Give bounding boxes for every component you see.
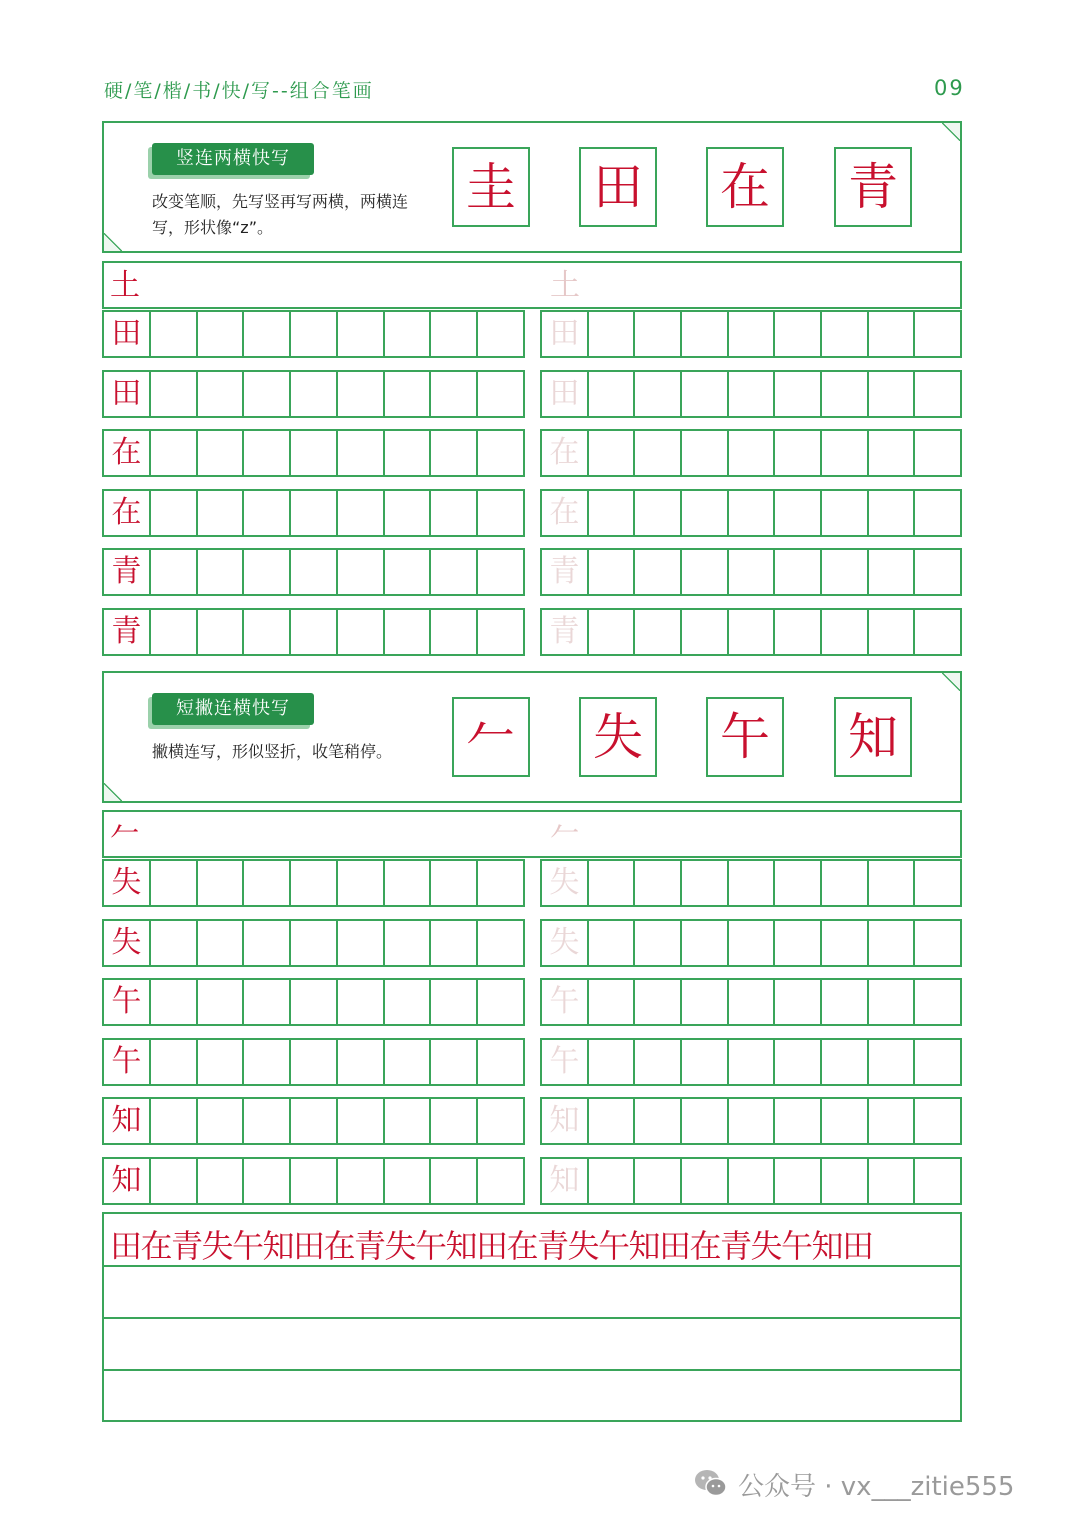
writing-cell [244, 921, 291, 965]
practice-grid-row [540, 1097, 962, 1145]
writing-cell [431, 1159, 478, 1203]
trace-char: 午 [542, 1040, 589, 1084]
writing-cell [915, 1159, 960, 1203]
writing-cell [338, 861, 385, 905]
writing-cell [682, 312, 729, 356]
writing-cell [682, 491, 729, 535]
writing-cell [822, 610, 869, 654]
writing-cell [589, 1159, 636, 1203]
section-1-badge: 竖连两横快写 [152, 143, 314, 175]
model-char: 在 [104, 491, 151, 535]
writing-cell [682, 861, 729, 905]
writing-cell [478, 491, 523, 535]
writing-cell [338, 921, 385, 965]
writing-cell [589, 861, 636, 905]
writing-cell [589, 610, 636, 654]
writing-cell [198, 1099, 245, 1143]
writing-cell [775, 491, 822, 535]
writing-line [104, 1369, 960, 1371]
writing-cell [291, 610, 338, 654]
writing-cell [151, 980, 198, 1024]
practice-grid-row [540, 859, 962, 907]
practice-grid-row [540, 370, 962, 418]
writing-cell [822, 921, 869, 965]
model-char: 失 [104, 861, 151, 905]
writing-cell [822, 431, 869, 475]
practice-grid-row [540, 489, 962, 537]
writing-cell [589, 1040, 636, 1084]
trace-char: 青 [542, 550, 589, 594]
practice-grid-row [540, 429, 962, 477]
writing-cell [291, 861, 338, 905]
writing-cell [822, 980, 869, 1024]
sample-char: 午 [706, 697, 784, 777]
writing-cell [822, 1099, 869, 1143]
writing-cell [244, 431, 291, 475]
model-char: 午 [104, 1040, 151, 1084]
writing-cell [635, 921, 682, 965]
writing-cell [729, 550, 776, 594]
practice-grid-row [540, 310, 962, 358]
practice-grid-row [102, 1097, 525, 1145]
writing-cell [729, 921, 776, 965]
writing-cell [244, 861, 291, 905]
writing-cell [869, 1159, 916, 1203]
writing-cell [291, 1040, 338, 1084]
writing-cell [198, 980, 245, 1024]
writing-cell [589, 980, 636, 1024]
writing-cell [291, 491, 338, 535]
writing-cell [775, 861, 822, 905]
writing-cell [198, 491, 245, 535]
writing-cell [431, 1099, 478, 1143]
writing-cell [244, 610, 291, 654]
practice-grid-row [102, 608, 525, 656]
stroke-trace: 𠂉 [550, 817, 580, 852]
writing-cell [151, 861, 198, 905]
writing-cell [682, 550, 729, 594]
practice-grid-row [102, 310, 525, 358]
trace-char: 午 [542, 980, 589, 1024]
writing-cell [729, 431, 776, 475]
section-1-description: 改变笔顺，先写竖再写两横，两横连写，形状像“z”。 [152, 192, 409, 237]
writing-cell [729, 861, 776, 905]
writing-cell [338, 1040, 385, 1084]
writing-cell [338, 1099, 385, 1143]
writing-cell [869, 861, 916, 905]
writing-cell [775, 1159, 822, 1203]
practice-grid-row [540, 919, 962, 967]
writing-cell [589, 550, 636, 594]
writing-cell [291, 372, 338, 416]
writing-cell [338, 1159, 385, 1203]
writing-cell [385, 372, 432, 416]
practice-grid-row [540, 608, 962, 656]
writing-cell [478, 312, 523, 356]
writing-cell [338, 431, 385, 475]
writing-cell [589, 921, 636, 965]
writing-cell [244, 1099, 291, 1143]
writing-cell [729, 980, 776, 1024]
writing-cell [151, 372, 198, 416]
practice-grid-row [102, 1157, 525, 1205]
writing-cell [729, 1099, 776, 1143]
trace-char: 失 [542, 861, 589, 905]
writing-cell [869, 1099, 916, 1143]
header-title: 硬/笔/楷/书/快/写--组合笔画 [104, 80, 374, 102]
writing-cell [775, 1040, 822, 1084]
writing-cell [338, 980, 385, 1024]
writing-cell [775, 372, 822, 416]
writing-cell [822, 861, 869, 905]
wechat-icon [694, 1468, 728, 1498]
writing-cell [869, 1040, 916, 1084]
practice-grid-row [102, 1038, 525, 1086]
practice-sentence-box [102, 1212, 962, 1422]
writing-cell [291, 980, 338, 1024]
writing-cell [915, 921, 960, 965]
writing-cell [478, 861, 523, 905]
writing-cell [431, 980, 478, 1024]
writing-cell [729, 372, 776, 416]
writing-cell [682, 372, 729, 416]
writing-cell [635, 431, 682, 475]
writing-cell [385, 1099, 432, 1143]
section-1-card [102, 121, 962, 253]
writing-cell [915, 372, 960, 416]
writing-cell [291, 1099, 338, 1143]
writing-cell [291, 921, 338, 965]
trace-char: 知 [542, 1099, 589, 1143]
sample-char: 田 [579, 147, 657, 227]
writing-cell [682, 921, 729, 965]
writing-cell [198, 1159, 245, 1203]
writing-cell [729, 312, 776, 356]
writing-cell [635, 550, 682, 594]
writing-cell [869, 550, 916, 594]
writing-cell [915, 1099, 960, 1143]
writing-cell [589, 1099, 636, 1143]
writing-cell [682, 1040, 729, 1084]
writing-cell [244, 980, 291, 1024]
model-char: 青 [104, 550, 151, 594]
writing-cell [915, 980, 960, 1024]
writing-cell [915, 491, 960, 535]
model-char: 知 [104, 1099, 151, 1143]
section-2-stroke-row [102, 810, 962, 858]
sample-char: 知 [834, 697, 912, 777]
writing-cell [775, 610, 822, 654]
writing-cell [915, 312, 960, 356]
writing-cell [869, 610, 916, 654]
writing-cell [291, 550, 338, 594]
corner-fold-decoration [104, 783, 122, 801]
writing-cell [478, 610, 523, 654]
writing-cell [635, 1099, 682, 1143]
writing-cell [431, 861, 478, 905]
model-char: 在 [104, 431, 151, 475]
writing-cell [431, 372, 478, 416]
writing-cell [478, 921, 523, 965]
writing-cell [915, 550, 960, 594]
writing-cell [244, 550, 291, 594]
writing-line [104, 1317, 960, 1319]
page-number: 09 [934, 76, 965, 100]
writing-cell [775, 1099, 822, 1143]
writing-cell [151, 1040, 198, 1084]
writing-cell [775, 550, 822, 594]
writing-cell [775, 980, 822, 1024]
writing-cell [244, 312, 291, 356]
writing-cell [198, 1040, 245, 1084]
trace-char: 在 [542, 491, 589, 535]
writing-cell [915, 1040, 960, 1084]
writing-cell [338, 372, 385, 416]
trace-char: 失 [542, 921, 589, 965]
writing-cell [822, 372, 869, 416]
model-char: 青 [104, 610, 151, 654]
writing-cell [431, 610, 478, 654]
writing-cell [869, 312, 916, 356]
writing-cell [385, 921, 432, 965]
writing-cell [869, 491, 916, 535]
writing-cell [822, 312, 869, 356]
writing-cell [589, 491, 636, 535]
writing-cell [385, 431, 432, 475]
writing-cell [385, 1040, 432, 1084]
writing-cell [869, 921, 916, 965]
writing-cell [478, 431, 523, 475]
writing-cell [431, 491, 478, 535]
watermark-text: 公众号 · vx___zitie555 [738, 1472, 1015, 1502]
writing-cell [431, 1040, 478, 1084]
model-char: 田 [104, 372, 151, 416]
writing-cell [682, 1099, 729, 1143]
writing-cell [151, 1099, 198, 1143]
section-2-badge: 短撇连横快写 [152, 693, 314, 725]
corner-fold-decoration [942, 673, 960, 691]
writing-cell [635, 861, 682, 905]
writing-cell [478, 550, 523, 594]
writing-cell [291, 1159, 338, 1203]
stroke-trace: 土 [550, 268, 580, 303]
model-char: 知 [104, 1159, 151, 1203]
trace-char: 田 [542, 372, 589, 416]
section-2-card [102, 671, 962, 803]
practice-grid-row [540, 978, 962, 1026]
writing-cell [291, 431, 338, 475]
writing-cell [478, 1099, 523, 1143]
trace-char: 青 [542, 610, 589, 654]
practice-sentence: 田在青失午知田在青失午知田在青失午知田在青失午知田 [110, 1227, 873, 1265]
trace-char: 田 [542, 312, 589, 356]
writing-cell [915, 610, 960, 654]
writing-cell [635, 491, 682, 535]
writing-cell [682, 980, 729, 1024]
writing-cell [635, 1040, 682, 1084]
writing-cell [729, 491, 776, 535]
writing-line [104, 1265, 960, 1267]
practice-grid-row [540, 1157, 962, 1205]
model-char: 田 [104, 312, 151, 356]
writing-cell [198, 921, 245, 965]
section-1-stroke-row [102, 261, 962, 309]
writing-cell [291, 312, 338, 356]
practice-grid-row [102, 919, 525, 967]
writing-cell [338, 312, 385, 356]
trace-char: 在 [542, 431, 589, 475]
writing-cell [385, 861, 432, 905]
writing-cell [869, 980, 916, 1024]
writing-cell [244, 372, 291, 416]
trace-char: 知 [542, 1159, 589, 1203]
sample-char: 失 [579, 697, 657, 777]
writing-cell [385, 980, 432, 1024]
writing-cell [478, 1040, 523, 1084]
writing-cell [822, 550, 869, 594]
writing-cell [198, 861, 245, 905]
writing-cell [822, 1159, 869, 1203]
writing-cell [729, 1159, 776, 1203]
writing-cell [775, 431, 822, 475]
writing-cell [915, 431, 960, 475]
writing-cell [244, 1159, 291, 1203]
writing-cell [151, 610, 198, 654]
practice-grid-row [102, 859, 525, 907]
stroke-label: 土 [110, 268, 140, 303]
writing-cell [775, 921, 822, 965]
stroke-label: 𠂉 [110, 817, 140, 852]
writing-cell [822, 1040, 869, 1084]
writing-cell [775, 312, 822, 356]
writing-cell [682, 431, 729, 475]
writing-cell [198, 372, 245, 416]
writing-cell [151, 491, 198, 535]
writing-cell [244, 491, 291, 535]
practice-grid-row [540, 1038, 962, 1086]
writing-cell [151, 550, 198, 594]
model-char: 失 [104, 921, 151, 965]
writing-cell [385, 610, 432, 654]
writing-cell [431, 921, 478, 965]
writing-cell [431, 312, 478, 356]
writing-cell [915, 861, 960, 905]
section-2-description: 撇横连写，形似竖折，收笔稍停。 [152, 742, 393, 761]
writing-cell [151, 431, 198, 475]
writing-cell [635, 980, 682, 1024]
writing-cell [869, 372, 916, 416]
sample-char: 青 [834, 147, 912, 227]
writing-cell [385, 491, 432, 535]
writing-cell [589, 431, 636, 475]
writing-cell [635, 1159, 682, 1203]
writing-cell [431, 431, 478, 475]
writing-cell [589, 372, 636, 416]
writing-cell [431, 550, 478, 594]
writing-cell [729, 610, 776, 654]
writing-cell [151, 1159, 198, 1203]
writing-cell [198, 550, 245, 594]
corner-fold-decoration [104, 233, 122, 251]
practice-grid-row [102, 429, 525, 477]
writing-cell [478, 1159, 523, 1203]
writing-cell [682, 610, 729, 654]
writing-cell [729, 1040, 776, 1084]
sample-char: 𠂉 [452, 697, 530, 777]
writing-cell [151, 921, 198, 965]
writing-cell [385, 550, 432, 594]
writing-cell [338, 610, 385, 654]
practice-grid-row [102, 489, 525, 537]
writing-cell [635, 312, 682, 356]
sample-char: 在 [706, 147, 784, 227]
writing-cell [822, 491, 869, 535]
writing-cell [682, 1159, 729, 1203]
writing-cell [589, 312, 636, 356]
practice-grid-row [102, 548, 525, 596]
writing-cell [478, 980, 523, 1024]
writing-cell [198, 610, 245, 654]
writing-cell [869, 431, 916, 475]
writing-cell [635, 372, 682, 416]
writing-cell [338, 491, 385, 535]
writing-cell [198, 431, 245, 475]
writing-cell [198, 312, 245, 356]
writing-cell [385, 312, 432, 356]
practice-grid-row [102, 370, 525, 418]
writing-cell [244, 1040, 291, 1084]
practice-grid-row [102, 978, 525, 1026]
practice-grid-row [540, 548, 962, 596]
model-char: 午 [104, 980, 151, 1024]
writing-cell [635, 610, 682, 654]
writing-cell [478, 372, 523, 416]
writing-cell [385, 1159, 432, 1203]
sample-char: 圭 [452, 147, 530, 227]
corner-fold-decoration [942, 123, 960, 141]
writing-cell [338, 550, 385, 594]
writing-cell [151, 312, 198, 356]
